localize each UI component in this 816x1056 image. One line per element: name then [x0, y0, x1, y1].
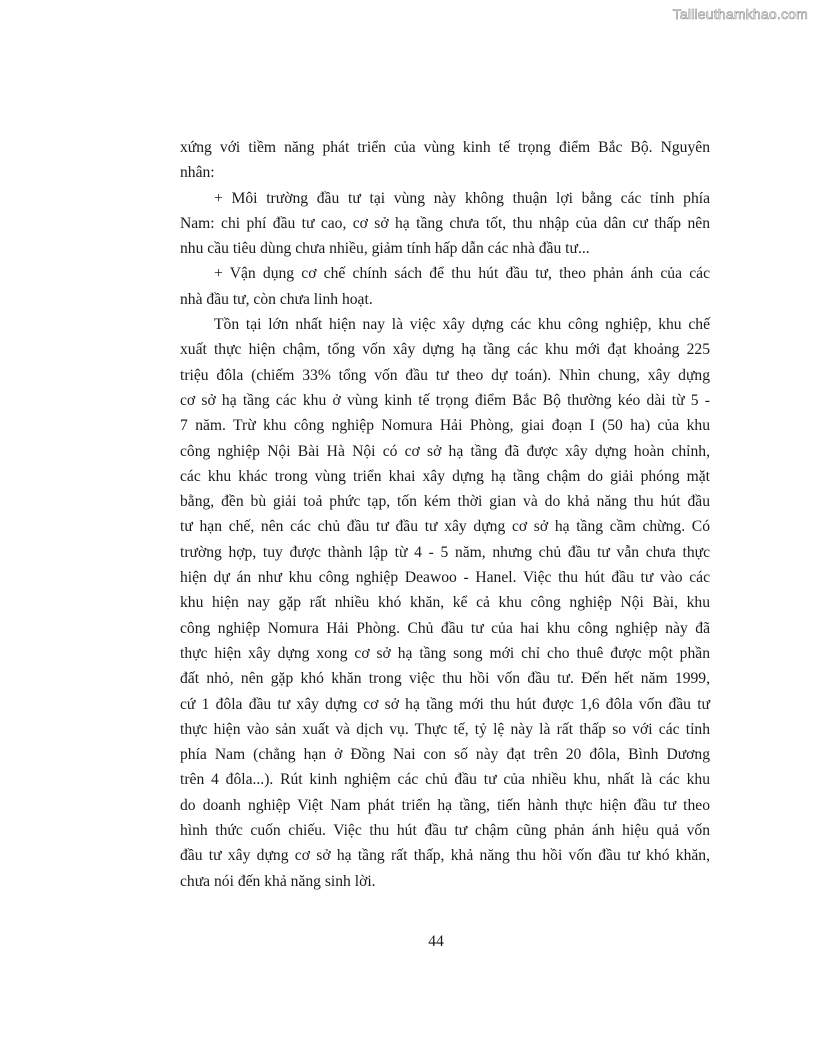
paragraph-line: + Vận dụng cơ chế chính sách để thu hút đầu tư, theo phản ánh của các: [214, 265, 710, 283]
paragraph-line: do doanh nghiệp Việt Nam phát triển hạ tầng, tiến hành thực hiện đầu tư theo: [180, 796, 710, 814]
paragraph-line: nhà đầu tư, còn chưa linh hoạt.: [180, 290, 373, 308]
paragraph-line: trên 4 đôla...). Rút kinh nghiệm các chủ đầu tư của nhiều khu, nhất là các khu: [180, 771, 710, 789]
paragraph-line: thực hiện vào sản xuất và dịch vụ. Thực tế, tỷ lệ này là rất thấp so với các tỉnh: [180, 720, 710, 738]
paragraph-line: hiện dự án như khu công nghiệp Deawoo - Hanel. Việc thu hút đầu tư vào các: [180, 569, 710, 587]
paragraph-line: đất nhỏ, nên gặp khó khăn trong việc thu hồi vốn đầu tư. Đến hết năm 1999,: [180, 670, 710, 688]
paragraph-line: chưa nói đến khả năng sinh lời.: [180, 872, 376, 890]
paragraph-line: các khu khác trong vùng triển khai xây dựng hạ tầng chậm do giải phóng mặt: [180, 467, 710, 485]
paragraph-line: hình thức cuốn chiếu. Việc thu hút đầu tư chậm cũng phản ánh hiệu quả vốn: [180, 822, 710, 840]
paragraph-line: cơ sở hạ tầng các khu ở vùng kinh tế trọng điểm Bắc Bộ thường kéo dài từ 5 -: [180, 391, 710, 409]
paragraph-line: Tồn tại lớn nhất hiện nay là việc xây dựng các khu công nghiệp, khu chế: [214, 316, 710, 334]
paragraph-line: nhân:: [180, 164, 215, 182]
paragraph-line: xứng với tiềm năng phát triển của vùng kinh tế trọng điểm Bắc Bộ. Nguyên: [180, 139, 710, 156]
paragraph-line: trường hợp, tuy được thành lập từ 4 - 5 năm, nhưng chủ đầu tư vẫn chưa thực: [180, 543, 710, 561]
paragraph-line: thực hiện xây dựng xong cơ sở hạ tầng song mới chỉ cho thuê được một phần: [180, 644, 710, 662]
paragraph-line: khu hiện nay gặp rất nhiều khó khăn, kể cả khu công nghiệp Nội Bài, khu: [180, 594, 710, 612]
paragraph-line: công nghiệp Nomura Hải Phòng. Chủ đầu tư của hai khu công nghiệp này đã: [180, 619, 710, 637]
paragraph-line: 7 năm. Trừ khu công nghiệp Nomura Hải Phòng, giai đoạn I (50 ha) của khu: [180, 417, 710, 435]
document-body: [180, 135, 710, 894]
paragraph-line: bằng, đền bù giải toả phức tạp, tốn kém thời gian và do khả năng thu hút đầu: [180, 493, 710, 511]
paragraph-line: + Môi trường đầu tư tại vùng này không thuận lợi bằng các tỉnh phía: [214, 189, 710, 207]
paragraph-line: tư hạn chế, nên các chủ đầu tư đầu tư xây dựng cơ sở hạ tầng cầm chừng. Có: [180, 518, 710, 536]
paragraph-line: phía Nam (chẳng hạn ở Đồng Nai con số này đạt trên 20 đôla, Bình Dương: [180, 746, 710, 764]
watermark-text: Tailieuthamkhao.com: [672, 6, 808, 22]
paragraph-line: nhu cầu tiêu dùng chưa nhiều, giảm tính hấp dẫn các nhà đầu tư...: [180, 240, 590, 258]
paragraph-line: công nghiệp Nội Bài Hà Nội có cơ sở hạ tầng đã được xây dựng hoàn chỉnh,: [180, 442, 710, 460]
page-number: 44: [428, 933, 444, 950]
paragraph-line: đầu tư xây dựng cơ sở hạ tầng rất thấp, khả năng thu hồi vốn đầu tư khó khăn,: [180, 847, 710, 865]
paragraph-line: xuất thực hiện chậm, tổng vốn xây dựng hạ tầng các khu mới đạt khoảng 225: [180, 341, 710, 359]
paragraph-line: Nam: chi phí đầu tư cao, cơ sở hạ tầng chưa tốt, thu nhập của dân cư thấp nên: [180, 214, 710, 232]
paragraph-line: cứ 1 đôla đầu tư xây dựng cơ sở hạ tầng mới thu hút được 1,6 đôla vốn đầu tư: [180, 695, 710, 713]
paragraph-line: triệu đôla (chiếm 33% tổng vốn đầu tư theo dự toán). Nhìn chung, xây dựng: [180, 366, 710, 384]
